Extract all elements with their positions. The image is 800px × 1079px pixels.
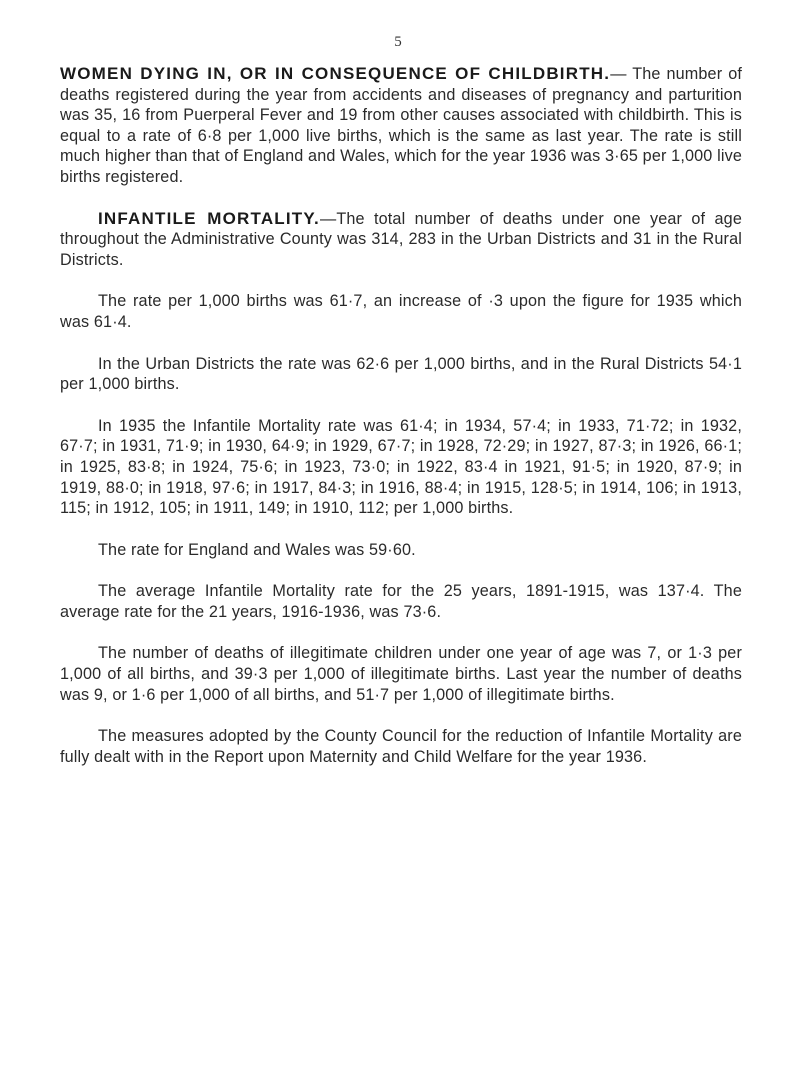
section-heading-women-childbirth: WOMEN DYING IN, OR IN CONSEQUENCE OF CHILDBIRTH. xyxy=(60,64,611,83)
paragraph-text: The number of deaths registered during the year from accidents and diseases of pregnancy and parturition was 35, 16 from Puerperal Fever and 19 from other causes associated with childbirth. This is equal to a rate of 6·8 per 1,000 live births, which is the same as last year. The rate is still much higher than that of England and Wales, which for the year 1936 was 3·65 per 1,000 live births registered. xyxy=(60,65,742,186)
paragraph-england-wales: The rate for England and Wales was 59·60. xyxy=(98,540,416,559)
paragraph-averages: The average Infantile Mortality rate for the 25 years, 1891-1915, was 137·4. The average rate for the 21 years, 1916-1936, was 73·6. xyxy=(60,582,742,621)
paragraph-women-childbirth xyxy=(60,64,742,188)
document-body xyxy=(60,64,742,767)
heading-dash: — xyxy=(319,209,337,228)
page-number: 5 xyxy=(394,34,402,50)
paragraph-rate-increase: The rate per 1,000 births was 61·7, an increase of ·3 upon the figure for 1935 which was 61·4. xyxy=(60,292,742,331)
heading-dash: — xyxy=(610,65,627,83)
paragraph-text: The total number of deaths under one year of age throughout the Administrative County was 314, 283 in the Urban Districts and 31 in the Rural Districts. xyxy=(60,209,742,269)
paragraph-measures: The measures adopted by the County Council for the reduction of Infantile Mortality are fully dealt with in the Report upon Maternity and Child Welfare for the year 1936. xyxy=(60,727,742,766)
paragraph-historical-rates: In 1935 the Infantile Mortality rate was 61·4; in 1934, 57·4; in 1933, 71·72; in 1932, 67·7; in 1931, 71·9; in 1930, 64·9; in 1929, 67·7; in 1928, 72·29; in 1927, 87·3; in 1926, 66·1; in 1925, 83·8; in 1924, 75·6; in 1923, 73·0; in 1922, 83·4 in 1921, 91·5; in 1920, 87·9; in 1919, 88·0; in 1918, 97·6; in 1917, 84·3; in 1916, 88·4; in 1915, 128·5; in 1914, 106; in 1913, 115; in 1912, 105; in 1911, 149; in 1910, 112; per 1,000 births. xyxy=(60,416,742,518)
paragraph-illegitimate: The number of deaths of illegitimate children under one year of age was 7, or 1·3 per 1,000 of all births, and 39·3 per 1,000 of illegitimate births. Last year the number of deaths was 9, or 1·6 per 1,000 of all births, and 51·7 per 1,000 of illegitimate births. xyxy=(60,644,742,704)
paragraph-infantile-mortality xyxy=(60,209,742,271)
paragraph-urban-rural: In the Urban Districts the rate was 62·6 per 1,000 births, and in the Rural Districts 54·1 per 1,000 births. xyxy=(60,354,742,394)
section-heading-infantile-mortality: INFANTILE MORTALITY. xyxy=(98,208,320,228)
